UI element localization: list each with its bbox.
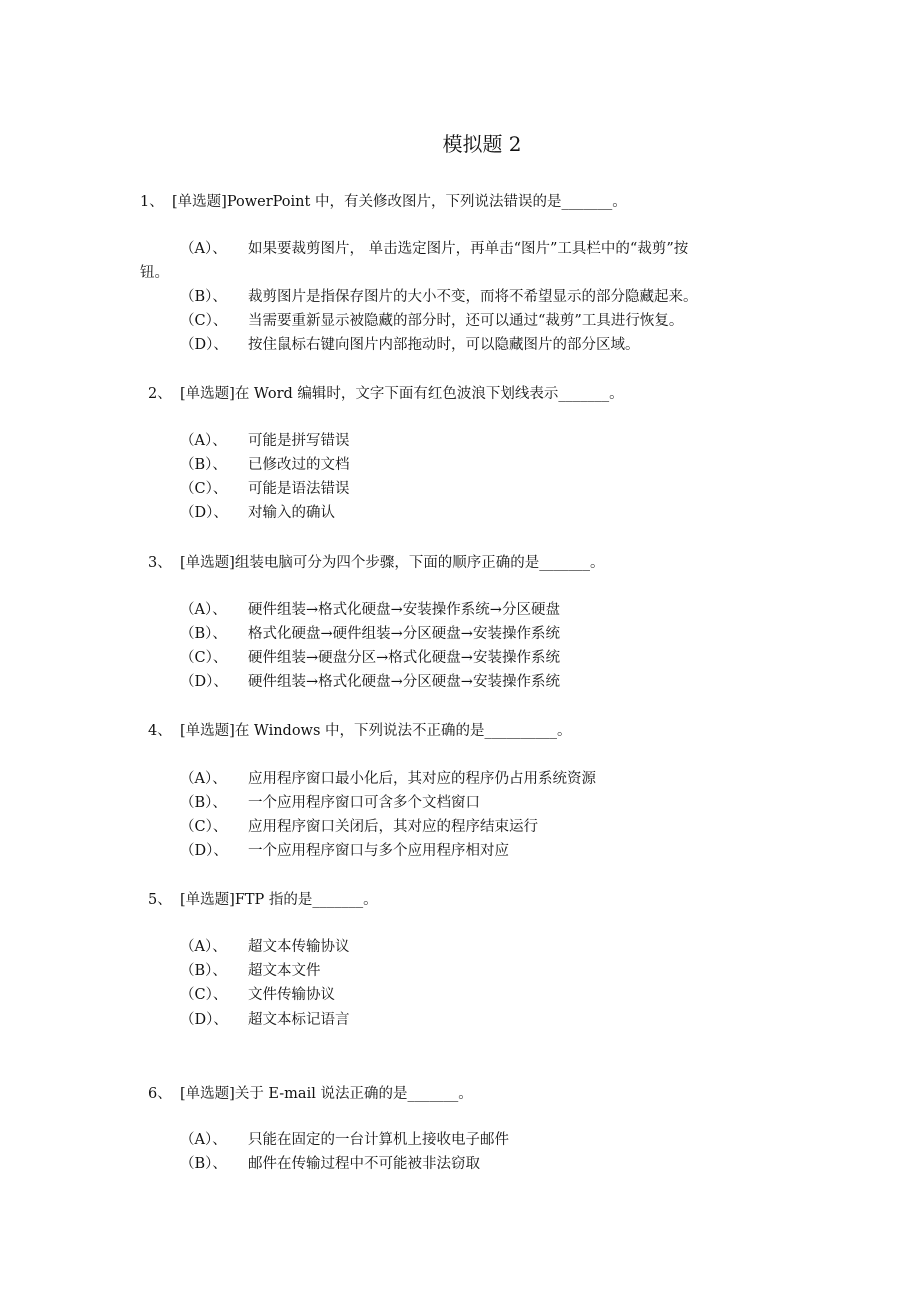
option-label: （D）、: [180, 505, 228, 521]
option-label: （C）、: [180, 987, 228, 1003]
option-label: （C）、: [180, 819, 228, 835]
option-text: 可能是语法错误: [248, 481, 350, 497]
option-text: 裁剪图片是指保存图片的大小不变，而将不希望显示的部分隐藏起来。: [248, 289, 698, 305]
option-label: （C）、: [180, 650, 228, 666]
option-label: （D）、: [180, 674, 228, 690]
question-number: 5、: [148, 892, 172, 908]
option-label: （B）、: [180, 457, 227, 473]
question-number: 4、: [148, 723, 172, 739]
option-label: （D）、: [180, 337, 228, 353]
option-label: （B）、: [180, 1156, 227, 1172]
option-text: 如果要裁剪图片， 单击选定图片，再单击“图片”工具栏中的“裁剪”按: [248, 241, 689, 257]
option-label: （A）、: [180, 602, 227, 618]
option-label: （D）、: [180, 1012, 228, 1028]
option-text: 当需要重新显示被隐藏的部分时，还可以通过“裁剪”工具进行恢复。: [248, 313, 684, 329]
option-label: （B）、: [180, 289, 227, 305]
option-label: （B）、: [180, 963, 227, 979]
option-label: （A）、: [180, 1132, 227, 1148]
question-number: 6、: [148, 1086, 172, 1102]
option-text: 一个应用程序窗口与多个应用程序相对应: [248, 843, 509, 859]
question-number: 1、: [140, 194, 164, 210]
option-text-continuation: 钮。: [140, 265, 169, 281]
option-text: 应用程序窗口关闭后，其对应的程序结束运行: [248, 819, 538, 835]
option-label: （B）、: [180, 795, 227, 811]
question-text: [单选题]在 Windows 中，下列说法不正确的是__________。: [180, 723, 572, 739]
option-label: （C）、: [180, 481, 228, 497]
option-label: （A）、: [180, 433, 227, 449]
document-title: 模拟题 2: [442, 132, 522, 156]
question-text: [单选题]在 Word 编辑时，文字下面有红色波浪下划线表示_______。: [180, 386, 624, 402]
question-number: 3、: [148, 555, 172, 571]
option-text: 硬件组装→格式化硬盘→分区硬盘→安装操作系统: [248, 674, 560, 690]
option-label: （A）、: [180, 241, 227, 257]
option-label: （D）、: [180, 843, 228, 859]
option-text: 邮件在传输过程中不可能被非法窃取: [248, 1156, 480, 1172]
question-text: [单选题]组装电脑可分为四个步骤，下面的顺序正确的是_______。: [180, 555, 605, 571]
option-text: 超文本标记语言: [248, 1012, 350, 1028]
option-text: 可能是拼写错误: [248, 433, 350, 449]
option-text: 按住鼠标右键向图片内部拖动时，可以隐藏图片的部分区域。: [248, 337, 640, 353]
option-text: 格式化硬盘→硬件组装→分区硬盘→安装操作系统: [248, 626, 560, 642]
option-text: 硬件组装→硬盘分区→格式化硬盘→安装操作系统: [248, 650, 560, 666]
option-text: 超文本传输协议: [248, 939, 350, 955]
question-text: [单选题]关于 E-mail 说法正确的是_______。: [180, 1086, 473, 1102]
option-label: （C）、: [180, 313, 228, 329]
option-text: 已修改过的文档: [248, 457, 350, 473]
option-text: 应用程序窗口最小化后，其对应的程序仍占用系统资源: [248, 771, 596, 787]
option-label: （B）、: [180, 626, 227, 642]
option-text: 硬件组装→格式化硬盘→安装操作系统→分区硬盘: [248, 602, 560, 618]
question-text: [单选题]FTP 指的是_______。: [180, 892, 378, 908]
option-text: 一个应用程序窗口可含多个文档窗口: [248, 795, 480, 811]
option-label: （A）、: [180, 771, 227, 787]
option-text: 文件传输协议: [248, 987, 335, 1003]
option-text: 只能在固定的一台计算机上接收电子邮件: [248, 1132, 509, 1148]
question-number: 2、: [148, 386, 172, 402]
option-text: 对输入的确认: [248, 505, 335, 521]
option-text: 超文本文件: [248, 963, 321, 979]
question-text: [单选题]PowerPoint 中，有关修改图片，下列说法错误的是_______。: [172, 194, 627, 210]
option-label: （A）、: [180, 939, 227, 955]
